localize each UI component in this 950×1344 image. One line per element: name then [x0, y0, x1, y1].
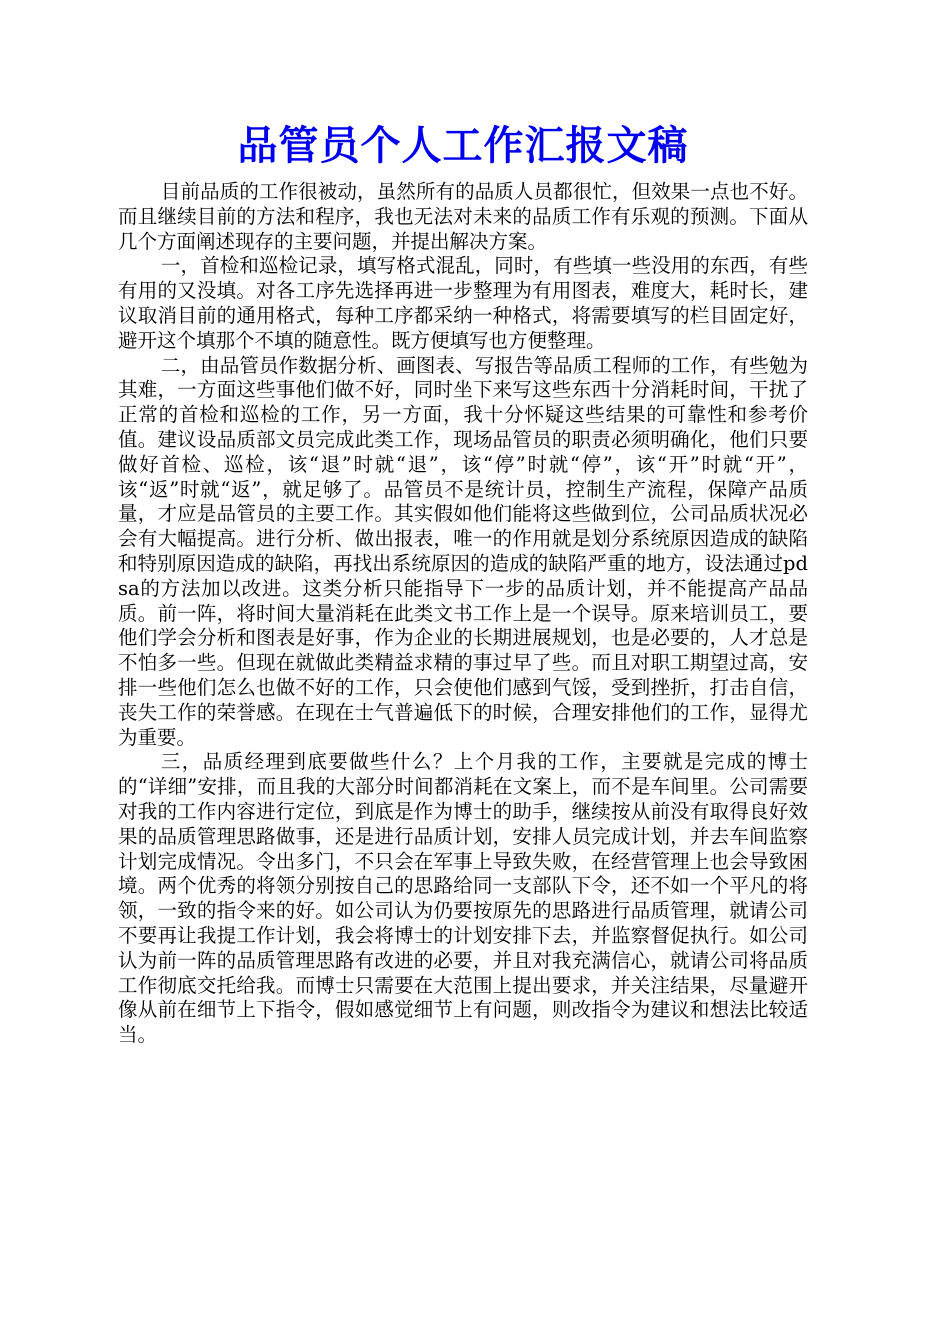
paragraph-section-3: 三，品质经理到底要做些什么？上个月我的工作，主要就是完成的博士的“详细”安排，而且我的大部分时间都消耗在文案上，而不是车间里。公司需要对我的工作内容进行定位，到底是作为博士的助手，继续按从前没有取得良好效果的品质管理思路做事，还是进行品质计划，安排人员完成计划，并去车间监察计划完成情况。令出多门，不只会在军事上导致失败，在经营管理上也会导致困境。两个优秀的将领分别按自己的思路给同一支部队下令，还不如一个平凡的将领，一致的指令来的好。如公司认为仍要按原先的思路进行品质管理，就请公司不要再让我提工作计划，我会将博士的计划安排下去，并监察督促执行。如公司认为前一阵的品质管理思路有改进的必要，并且对我充满信心，就请公司将品质工作彻底交托给我。而博士只需要在大范围上提出要求，并关注结果，尽量避开像从前在细节上下指令，假如感觉细节上有问题，则改指令为建议和想法比较适当。 — [118, 750, 808, 1047]
document-page — [118, 118, 808, 1048]
document-title: 品管员个人工作汇报文稿 — [237, 122, 689, 169]
paragraph-section-1: 一，首检和巡检记录，填写格式混乱，同时，有些填一些没用的东西，有些有用的又没填。对各工序先选择再进一步整理为有用图表，难度大，耗时长，建议取消目前的通用格式，每种工序都采纳一种格式，将需要填写的栏目固定好，避开这个填那个不填的随意性。既方便填写也方便整理。 — [118, 254, 808, 352]
paragraph-intro: 目前品质的工作很被动，虽然所有的品质人员都很忙，但效果一点也不好。而且继续目前的方法和程序，我也无法对未来的品质工作有乐观的预测。下面从几个方面阐述现存的主要问题，并提出解决方案。 — [118, 180, 808, 253]
paragraph-section-2: 二，由品管员作数据分析、画图表、写报告等品质工程师的工作，有些勉为其难，一方面这些事他们做不好，同时坐下来写这些东西十分消耗时间，干扰了正常的首检和巡检的工作，另一方面，我十分怀疑这些结果的可靠性和参考价值。建议设品质部文员完成此类工作，现场品管员的职责必须明确化，他们只要做好首检、巡检，该“退”时就“退”，该“停”时就“停”，该“开”时就“开”，该“返”时就“返”，就足够了。品管员不是统计员，控制生产流程，保障产品质量，才应是品管员的主要工作。其实假如他们能将这些做到位，公司品质状况必会有大幅提高。进行分析、做出报表，唯一的作用就是划分系统原因造成的缺陷和特别原因造成的缺陷，再找出系统原因的造成的缺陷严重的地方，设法通过pdsa的方法加以改进。这类分析只能指导下一步的品质计划，并不能提高产品品质。前一阵，将时间大量消耗在此类文书工作上是一个误导。原来培训员工，要他们学会分析和图表是好事，作为企业的长期进展规划，也是必要的，人才总是不怕多一些。但现在就做此类精益求精的事过早了些。而且对职工期望过高，安排一些他们怎么也做不好的工作，只会使他们感到气馁，受到挫折，打击自信，丧失工作的荣誉感。在现在士气普遍低下的时候，合理安排他们的工作，显得尤为重要。 — [118, 353, 808, 749]
